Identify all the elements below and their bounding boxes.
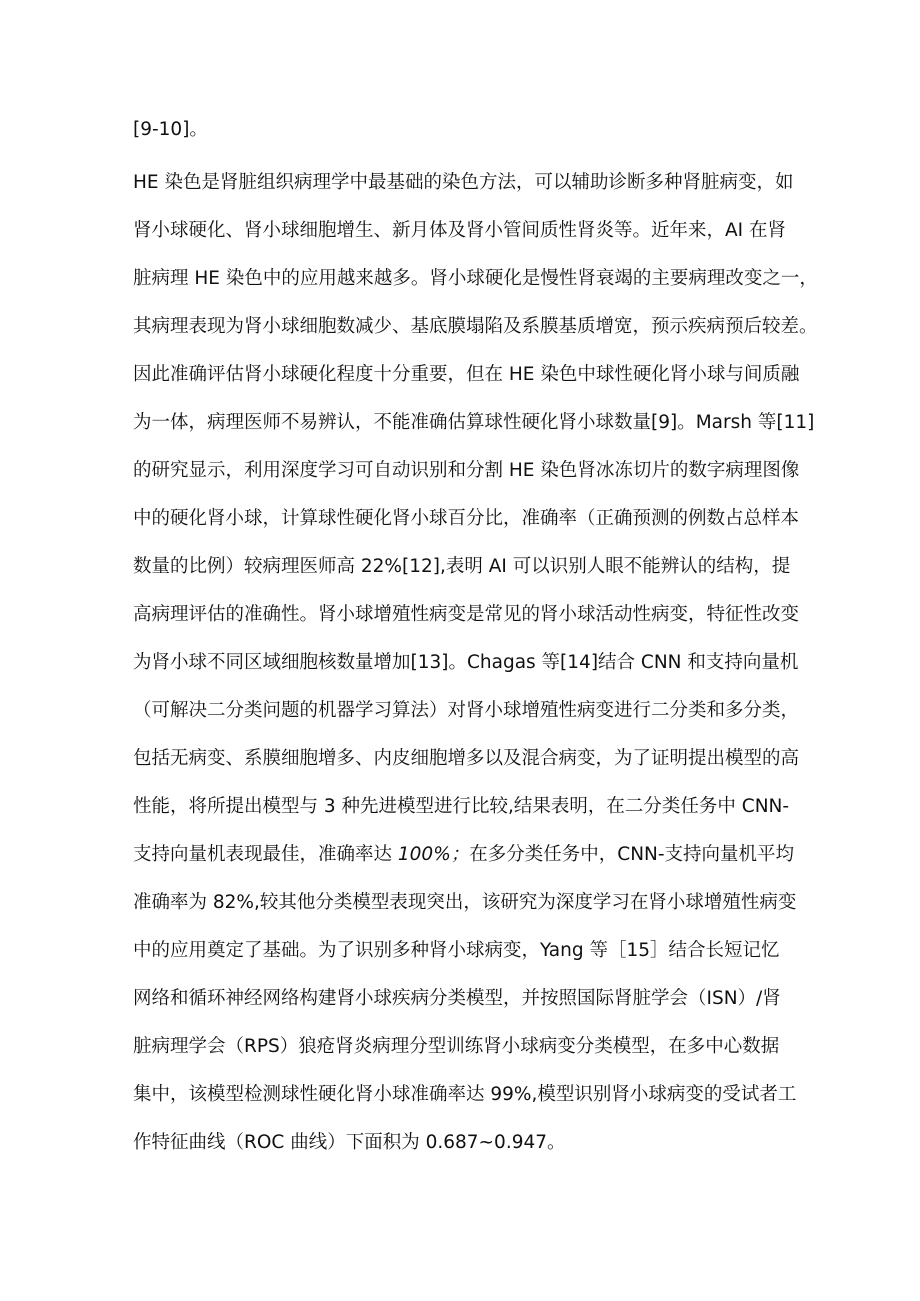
text-line: 作特征曲线（ROC 曲线）下面积为 0.687~0.947。 [133,1132,566,1153]
text-line: HE 染色是肾脏组织病理学中最基础的染色方法，可以辅助诊断多种肾脏病变，如 [133,172,794,193]
text-line [133,842,794,868]
text-line: 肾小球硬化、肾小球细胞增生、新月体及肾小管间质性肾炎等。近年来，AI 在肾 [133,220,786,241]
text-line: 为一体，病理医师不易辨认，不能准确估算球性硬化肾小球数量[9]。Marsh 等[11] [133,412,815,433]
text-line: 脏病理学会（RPS）狼疮肾炎病理分型训练肾小球病变分类模型，在多中心数据 [133,1036,780,1057]
text-line: 中的应用奠定了基础。为了识别多种肾小球病变，Yang 等［15］结合长短记忆 [133,940,780,961]
text-line: 准确率为 82%,较其他分类模型表现突出，该研究为深度学习在肾小球增殖性病变 [133,892,797,913]
text-segment: 支持向量机表现最佳，准确率达 [133,844,398,865]
text-line: 高病理评估的准确性。肾小球增殖性病变是常见的肾小球活动性病变，特征性改变 [133,604,800,625]
italic-segment: 100%； [397,844,470,865]
text-segment: 在多分类任务中，CNN-支持向量机平均 [469,844,795,865]
text-line: 的研究显示，利用深度学习可自动识别和分割 HE 染色肾冰冻切片的数字病理图像 [133,460,800,481]
text-line: 中的硬化肾小球，计算球性硬化肾小球百分比，准确率（正确预测的例数占总样本 [133,508,800,529]
text-line: 集中，该模型检测球性硬化肾小球准确率达 99%,模型识别肾小球病变的受试者工 [133,1084,797,1105]
text-line: 因此准确评估肾小球硬化程度十分重要，但在 HE 染色中球性硬化肾小球与间质融 [133,364,800,385]
text-line: 数量的比例）较病理医师高 22%[12],表明 AI 可以识别人眼不能辨认的结构，提 [133,556,791,577]
text-line: 脏病理 HE 染色中的应用越来越多。肾小球硬化是慢性肾衰竭的主要病理改变之一， [133,268,818,289]
text-line: 网络和循环神经网络构建肾小球疾病分类模型，并按照国际肾脏学会（ISN）/肾 [133,988,781,1009]
text-line: 其病理表现为肾小球细胞数减少、基底膜塌陷及系膜基质增宽，预示疾病预后较差。 [133,316,818,337]
text-line: [9-10]。 [133,119,208,140]
text-line: 为肾小球不同区域细胞核数量增加[13]。Chagas 等[14]结合 CNN 和支持向量机 [133,652,799,673]
text-line: （可解决二分类问题的机器学习算法）对肾小球增殖性病变进行二分类和多分类， [133,700,800,721]
text-line: 性能，将所提出模型与 3 种先进模型进行比较,结果表明，在二分类任务中 CNN- [133,796,790,817]
text-line: 包括无病变、系膜细胞增多、内皮细胞增多以及混合病变，为了证明提出模型的高 [133,748,800,769]
